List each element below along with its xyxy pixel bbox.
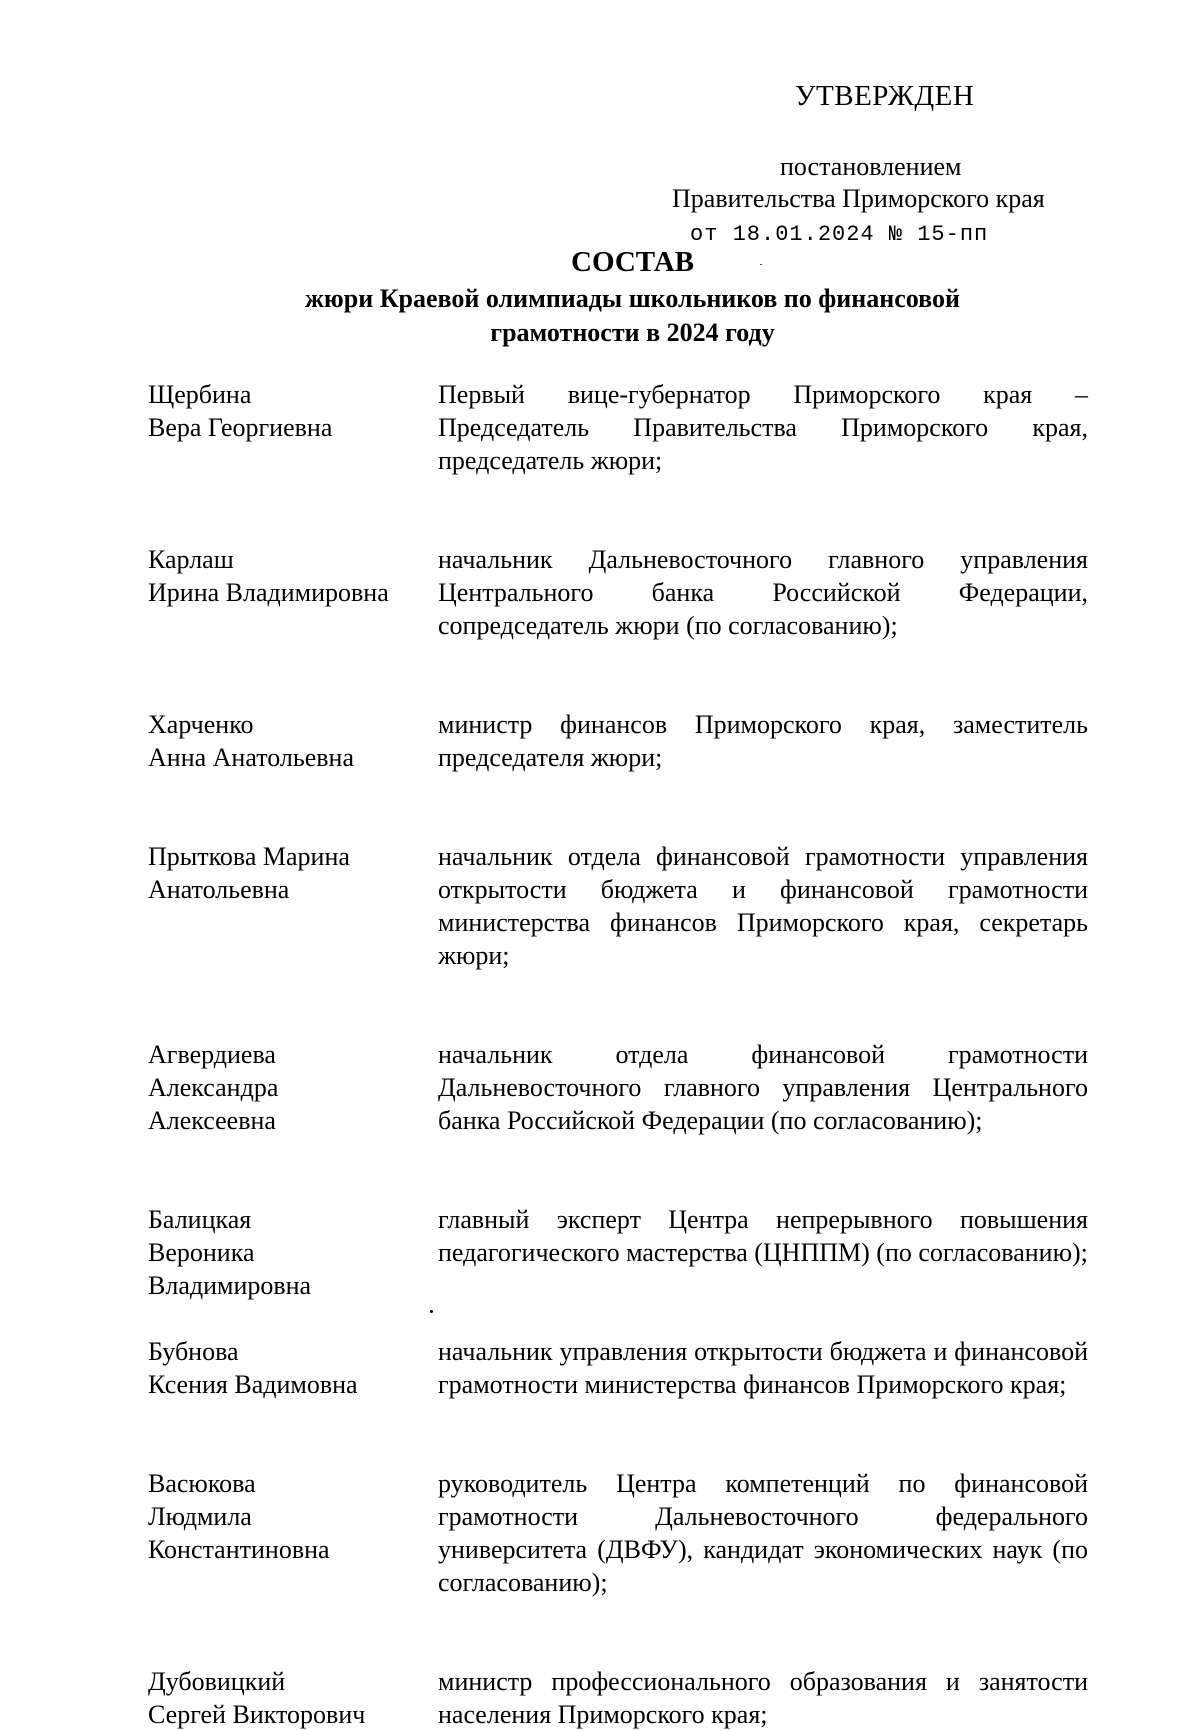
member-role: начальник Дальневосточного главного управления Центрального банка Российской Федерации, сопредседатель жюри (по согласованию); — [438, 545, 1088, 640]
member-role: начальник отдела финансовой грамотности Дальневосточного главного управления Центрального банка Российской Федерации (по согласованию); — [438, 1040, 1088, 1135]
approval-government: Правительства Приморского края — [672, 184, 1045, 213]
member-name: Дубовицкий Сергей Викторович — [148, 1667, 366, 1729]
scan-speck — [430, 1310, 433, 1313]
member-name: Щербина Вера Георгиевна — [148, 380, 333, 442]
member-name: Харченко Анна Анатольевна — [148, 710, 354, 772]
member-role: главный эксперт Центра непрерывного повышения педагогического мастерства (ЦНППМ) (по согласованию); — [438, 1205, 1088, 1267]
jury-member — [148, 543, 1088, 642]
member-role: начальник управления открытости бюджета и финансовой грамотности министерства финансов Приморского края; — [438, 1337, 1088, 1399]
document-subtitle-line2: грамотности в 2024 году — [490, 318, 775, 347]
jury-member — [148, 1335, 1088, 1401]
approved-title: УТВЕРЖДЕН — [795, 80, 975, 112]
member-name: Васюкова Людмила Константиновна — [148, 1469, 330, 1564]
jury-member — [148, 1665, 1088, 1731]
document-subtitle-line1: жюри Краевой олимпиады школьников по финансовой — [305, 284, 960, 313]
member-role: министр профессионального образования и занятости населения Приморского края; — [438, 1667, 1088, 1729]
member-role: министр финансов Приморского края, заместитель председателя жюри; — [438, 710, 1088, 772]
member-name: Агвердиева Александра Алексеевна — [148, 1040, 279, 1135]
jury-member — [148, 708, 1088, 774]
jury-member — [148, 1467, 1088, 1599]
jury-member — [148, 378, 1088, 477]
jury-member — [148, 840, 1088, 972]
jury-member — [148, 1203, 1088, 1302]
member-name: Бубнова Ксения Вадимовна — [148, 1337, 358, 1399]
member-name: Прыткова Марина Анатольевна — [148, 842, 350, 904]
member-role: руководитель Центра компетенций по финансовой грамотности Дальневосточного федерального университета (ДВФУ), кандидат экономических наук (по согласованию); — [438, 1469, 1088, 1597]
member-name: Балицкая Вероника Владимировна — [148, 1205, 312, 1300]
approval-date-number: от 18.01.2024 № 15-пп — [690, 222, 989, 247]
document-title: СОСТАВ — [571, 246, 694, 278]
jury-member-list — [148, 378, 1088, 1731]
approval-block — [0, 0, 1200, 260]
member-name: Карлаш Ирина Владимировна — [148, 545, 389, 607]
jury-member — [148, 1038, 1088, 1137]
member-role: Первый вице-губернатор Приморского края – Председатель Правительства Приморского края, председатель жюри; — [438, 380, 1088, 475]
member-role: начальник отдела финансовой грамотности управления открытости бюджета и финансовой грамотности министерства финансов Приморского края, секретарь жюри; — [438, 842, 1088, 970]
approval-resolution-label: постановлением — [780, 152, 962, 181]
